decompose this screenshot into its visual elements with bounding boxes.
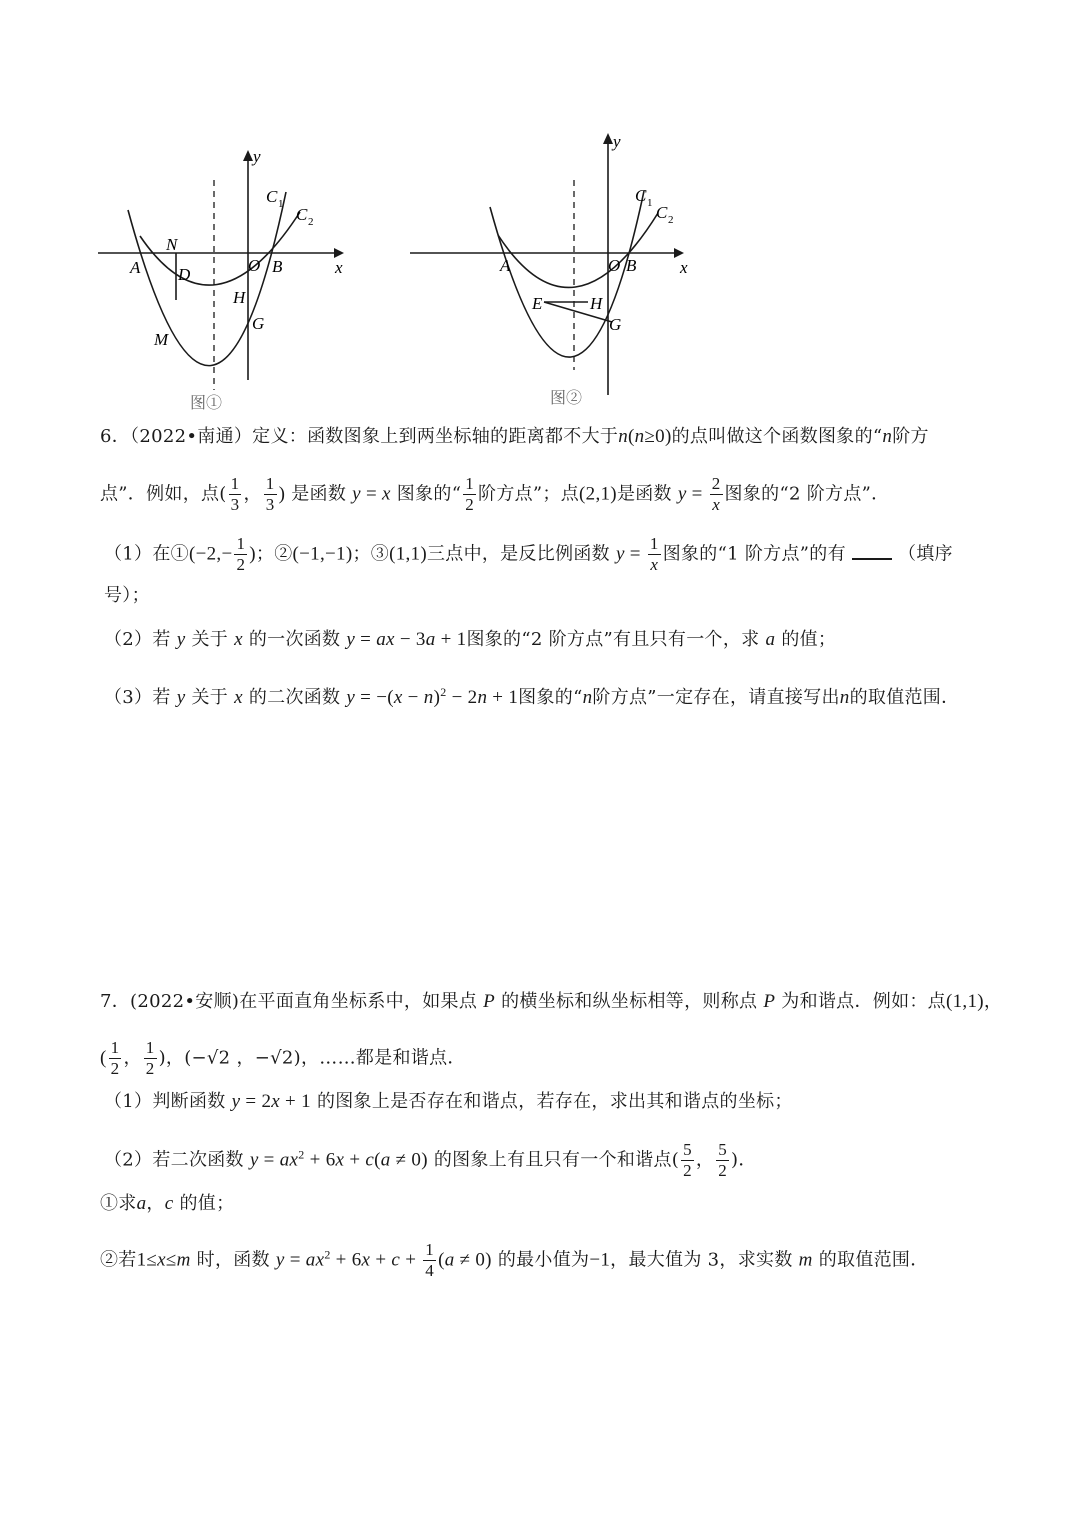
fig1-caption: 图① — [190, 395, 223, 412]
fig1-label-x: x — [335, 258, 343, 277]
answer-blank[interactable] — [852, 544, 892, 560]
fraction: $\frac{1}{2}$ — [110, 1038, 120, 1078]
figure-1 — [90, 140, 360, 415]
fraction: $\frac{1}{2}$ — [236, 534, 246, 574]
parabola-c1 — [128, 192, 286, 366]
q6-line-4: 号）； — [104, 585, 150, 606]
q6-line-6: （3）若 y 关于 x 的二次函数 $y = -(x - n)^2 - 2n + 1$图象的“n阶方点”一定存在，请直接写出n的取值范围． — [104, 685, 960, 708]
fig2-caption: 图② — [550, 390, 583, 407]
q6-line-2: 点”．例如，点( $\frac{1}{3}$ ， $\frac{1}{3}$ ) 是函数 y = x 图象的“ $\frac{1}{2}$ 阶方点”；点(2,1)是函数 y = $\frac{2}{x}$ 图象的“2 阶方点”． — [100, 474, 890, 514]
fraction: $\frac{2}{x}$ — [711, 474, 721, 514]
fraction: $\frac{1}{4}$ — [425, 1240, 435, 1280]
fig2-label-c1-sub: 1 — [647, 197, 653, 209]
fig1-label-g: G — [252, 314, 265, 333]
y-axis-arrow — [243, 150, 253, 161]
x-axis-arrow — [334, 248, 344, 258]
fraction: $\frac{5}{2}$ — [683, 1140, 692, 1180]
fig1-label-c1: C — [266, 187, 278, 206]
fig2-label-x: x — [680, 258, 688, 277]
q6-line-1: 6．（2022•南通）定义：函数图象上到两坐标轴的距离都不大于n(n≥0)的点叫做这个函数图象的“n阶方 — [100, 426, 929, 447]
fig1-label-m: M — [154, 330, 169, 349]
q7-line-3: （1）判断函数 y = 2x + 1 的图象上是否存在和谐点，若存在，求出其和谐点的坐标； — [104, 1091, 793, 1112]
fig1-label-c2: C — [296, 205, 308, 224]
fraction: $\frac{5}{2}$ — [718, 1140, 728, 1180]
fig1-label-n: N — [166, 235, 178, 254]
fig2-label-y: y — [613, 132, 621, 151]
fig2-label-a: A — [500, 256, 511, 275]
fig2-label-o: O — [608, 256, 621, 275]
q7-line-4: （2）若二次函数 $y = ax^2 + 6x + c(a \ne 0)$ 的图象上有且只有一个和谐点( $\frac{5}{2}$ ， $\frac{5}{2}$ )． — [104, 1140, 757, 1180]
fraction: $\frac{1}{3}$ — [265, 474, 275, 514]
fraction: $\frac{1}{x}$ — [649, 534, 659, 574]
fig1-label-o: O — [248, 256, 261, 275]
fig1-label-h: H — [233, 288, 246, 307]
fig2-label-b: B — [626, 256, 637, 275]
q6-line-3: （1）在①(−2,− $\frac{1}{2}$ )；②(−1,−1)；③(1,1)三点中，是反比例函数 y = $\frac{1}{x}$ 图象的“1 阶方点”的有 （填序 — [104, 534, 953, 574]
q7-line-2: ( $\frac{1}{2}$ ， $\frac{1}{2}$ )，(−√2 ，−√2)，……都是和谐点． — [100, 1038, 466, 1078]
fig2-label-c2-sub: 2 — [668, 214, 674, 226]
fig1-label-b: B — [272, 257, 283, 276]
fig2-label-g: G — [609, 315, 622, 334]
q7-line-1: 7．(2022•安顺)在平面直角坐标系中，如果点 P 的横坐标和纵坐标相等，则称点 P 为和谐点．例如：点(1,1)， — [100, 991, 1003, 1012]
fig2-label-c1: C — [635, 186, 647, 205]
x-axis-arrow — [674, 248, 684, 258]
fig2-label-c2: C — [656, 203, 668, 222]
fraction: $\frac{1}{2}$ — [465, 474, 475, 514]
fraction: $\frac{1}{2}$ — [145, 1038, 155, 1078]
fig1-label-y: y — [253, 147, 261, 166]
fig2-label-e: E — [532, 294, 543, 313]
figure-2 — [400, 125, 700, 410]
q7-line-6: ②若1≤x≤m 时，函数 $y = ax^2 + 6x + c$ + $\frac{1}{4}$ (a ≠ 0) 的最小值为−1，最大值为 3，求实数 m 的取值范围． — [100, 1240, 929, 1280]
y-axis-arrow — [603, 133, 613, 144]
fraction: $\frac{1}{3}$ — [230, 474, 240, 514]
fig1-label-c2-sub: 2 — [308, 216, 314, 228]
q7-line-5: ①求a，c 的值； — [100, 1193, 235, 1214]
fig1-label-c1-sub: 1 — [278, 198, 284, 210]
parabola-c2 — [498, 213, 658, 287]
q6-line-5: （2）若 y 关于 x 的一次函数 y = ax − 3a + 1图象的“2 阶方点”有且只有一个，求 a 的值； — [104, 629, 837, 650]
fig1-label-a: A — [130, 258, 141, 277]
fig1-label-d: D — [178, 265, 191, 284]
fig2-label-h: H — [590, 294, 603, 313]
